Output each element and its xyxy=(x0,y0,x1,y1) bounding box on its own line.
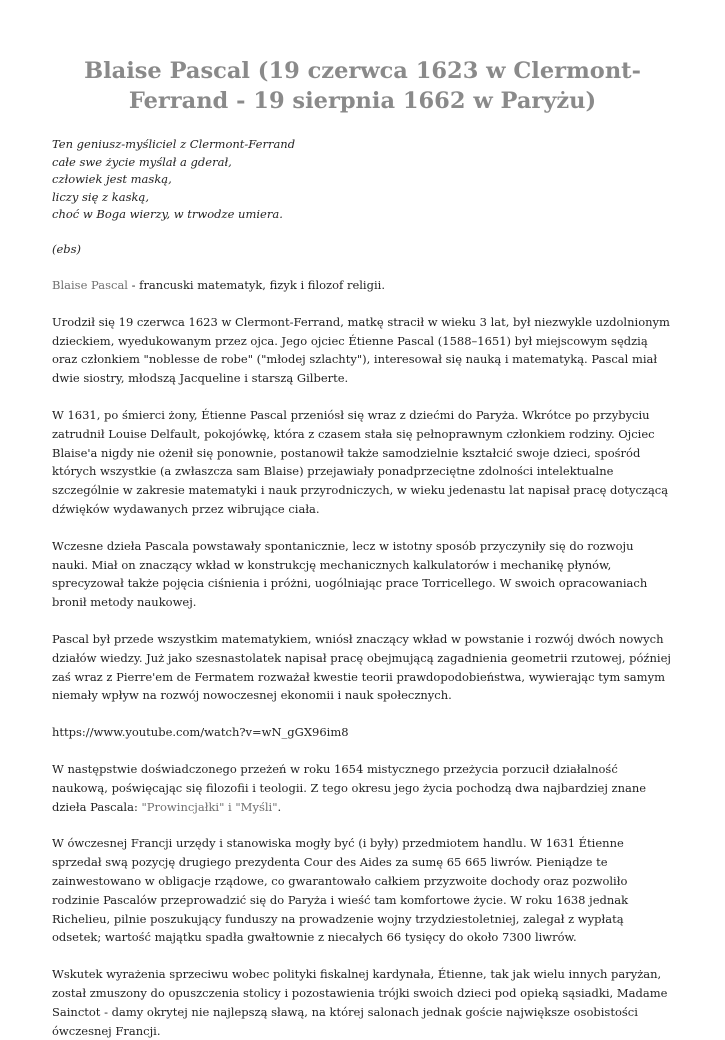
poem-line: całe swe życie myślał a gderał, xyxy=(52,154,232,169)
paragraph-early-works: Wczesne dzieła Pascala powstawały spontanicznie, lecz w istotny sposób przyczyniły się do rozwoju nauki. Miał on znaczący wkład w konstrukcję mechanicznych kalkulatorów i mechanikę płynów, sprecyzował także pojęcia ciśnienia i próżni, uogólniając prace Torricellego. W swoich opracowaniach bronił metody naukowej. xyxy=(52,538,648,610)
intro-text: - francuski matematyk, fizyk i filozof religii. xyxy=(127,278,385,292)
intro-paragraph xyxy=(52,276,673,295)
poem xyxy=(52,136,673,224)
poem-line: człowiek jest maską, xyxy=(52,172,172,186)
poem-signature: (ebs) xyxy=(52,241,82,256)
poem-line: Ten geniusz-myśliciel z Clermont-Ferrand xyxy=(52,137,296,151)
subject-name: Blaise Pascal xyxy=(52,278,128,292)
poem-line: liczy się z kaską, xyxy=(52,189,149,204)
paragraph-childhood: Urodził się 19 czerwca 1623 w Clermont-Ferrand, matkę stracił w wieku 3 lat, był niezwykle uzdolnionym dzieckiem, wyedukowanym przez ojca. Jego ojciec Étienne Pascal (1588–1651) był miejscowym sędzią oraz członkiem "noblesse de robe" ("młodej szlachty"), interesował się nauką i matematyką. Pascal miał dwie siostry, młodszą Jacqueline i starszą Gilberte. xyxy=(52,314,670,386)
paragraph-finances: W ówczesnej Francji urzędy i stanowiska mogły być (i były) przedmiotem handlu. W 1631 Étienne sprzedał swą pozycję drugiego prezydenta Cour des Aides za sumę 65 665 liwrów. Pieniądze te zainwestowano w obligacje rządowe, co gwarantowało całkiem przyzwoite dochody oraz pozwoliło rodzinie Pascalów przeprowadzić się do Paryża i wieść tam komfortowe życie. W roku 1638 jednak Richelieu, pilnie poszukujący funduszy na prowadzenie wojny trzydziestoletniej, zalegał z wypłatą odsetek; wartość majątku spadła gwałtownie z niecałych 66 tysięcy do około 7300 liwrów. xyxy=(52,836,629,945)
video-url: https://www.youtube.com/watch?v=wN_gGX96im8 xyxy=(52,725,349,740)
document-page xyxy=(52,56,673,1040)
paragraph-mathematics: Pascal był przede wszystkim matematykiem, wniósł znaczący wkład w powstanie i rozwój dwóch nowych działów wiedzy. Już jako szesnastolatek napisał pracę obejmującą zagadnienia geometrii rzutowej, później zaś wraz z Pierre'em de Fermatem rozważał kwestie teorii prawdopodobieństwa, wywierając tym samym niemały wpływ na rozwój nowoczesnej ekonomii i nauk społecznych. xyxy=(52,631,671,703)
mystical-text: W następstwie doświadczonego przeżeń w roku 1654 mistycznego przeżycia porzucił działalność naukową, poświęcając się filozofii i teologii. Z tego okresu jego życia pochodzą dwa najbardziej znane dzieła Pascala: xyxy=(52,761,647,814)
works-titles: "Prowincjałki" i "Myśli" xyxy=(141,799,278,814)
page-title: Blaise Pascal (19 czerwca 1623 w Clermont-Ferrand - 19 sierpnia 1662 w Paryżu) xyxy=(84,58,641,114)
poem-line: choć w Boga wierzy, w trwodze umiera. xyxy=(52,207,283,221)
paragraph-paris: W 1631, po śmierci żony, Étienne Pascal przeniósł się wraz z dziećmi do Paryża. Wkrótce po przybyciu zatrudnił Louise Delfault, pokojówkę, która z czasem stała się pełnoprawnym członkiem rodziny. Ojciec Blaise'a nigdy nie ożenił się ponownie, postanowił także samodzielnie kształcić swoje dzieci, spośród których wszystkie (a zwłaszcza sam Blaise) przejawiały ponadprzeciętne zdolności intelektualne szczególnie w zakresie matematyki i nauk przyrodniczych, w wieku jedenastu lat napisał pracę dotyczącą dźwięków wydawanych przez wibrujące ciała. xyxy=(52,407,669,516)
paragraph-exile: Wskutek wyrażenia sprzeciwu wobec polityki fiskalnej kardynała, Étienne, tak jak wielu innych paryżan, został zmuszony do opuszczenia stolicy i pozostawienia trójki swoich dzieci pod opieką sąsiadki, Madame Sainctot - damy okrytej nie najlepszą sławą, na której salonach jednak goście największe osobistości ówczesnej Francji. xyxy=(52,967,668,1038)
paragraph-mystical xyxy=(52,760,673,816)
mystical-end: . xyxy=(277,799,282,814)
